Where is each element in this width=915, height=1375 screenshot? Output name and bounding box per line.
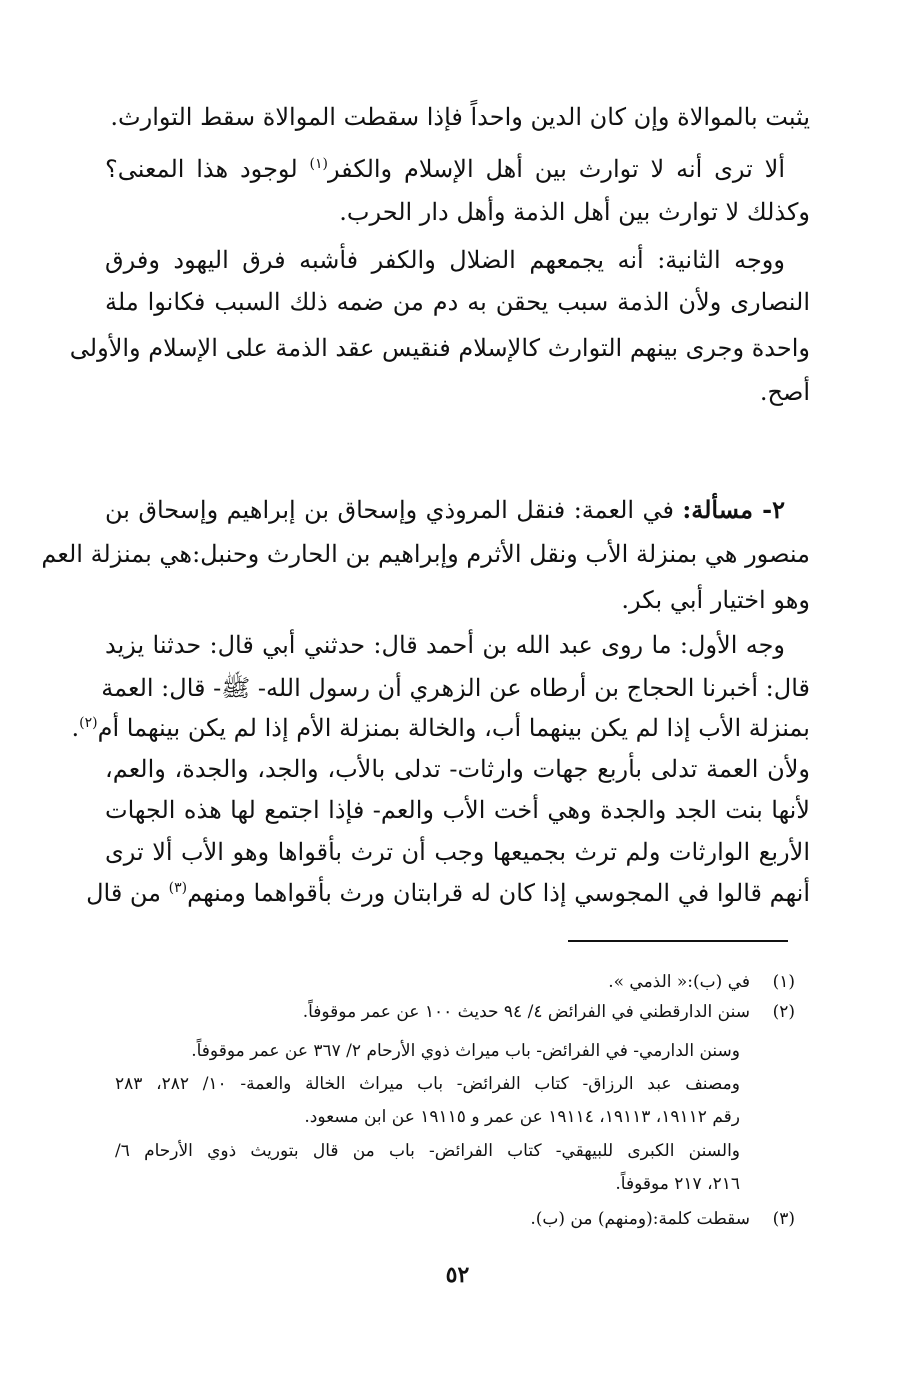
body-line: ٢- مسألة: في العمة: فنقل المروذي وإسحاق بن إبراهيم وإسحاق بن — [105, 495, 785, 524]
footnote-ref: (٣) — [168, 880, 188, 896]
body-line: الأربع الوارثات ولم ترث بجميعها وجب أن ترث بأقواها وهو الأب ألا ترى — [105, 838, 810, 866]
body-line: وهو اختيار أبي بكر. — [621, 586, 810, 614]
body-line: أنهم قالوا في المجوسي إذا كان له قرابتان ورث بأقواهما ومنهم$^{(٣)}$ من قال — [86, 879, 810, 907]
body-line: أصح. — [759, 378, 810, 406]
footnote-number: (٢) — [772, 1002, 795, 1022]
body-line: ألا ترى أنه لا توارث بين أهل الإسلام والكفر$^{(١)}$ لوجود هذا المعنى؟ — [105, 155, 786, 183]
footnote-ref: (١) — [309, 156, 328, 172]
footnote-line: رقم ١٩١١٢، ١٩١١٣، ١٩١١٤ عن عمر و ١٩١١٥ عن ابن مسعود. — [304, 1107, 740, 1127]
body-line: وكذلك لا توارث بين أهل الذمة وأهل دار الحرب. — [339, 198, 810, 226]
footnote-2: (٢)سنن الدارقطني في الفرائض ٤/ ٩٤ حديث ١٠٠ عن عمر موقوفاً. — [115, 998, 795, 1026]
body-line: يثبت بالموالاة وإن كان الدين واحداً فإذا سقطت الموالاة سقط التوارث. — [110, 103, 810, 131]
body-line: بمنزلة الأب إذا لم يكن بينهما أب، والخالة بمنزلة الأم إذا لم يكن بينهما أم$^{(٢)}$. — [71, 714, 810, 742]
page-number: ٥٢ — [445, 1262, 470, 1288]
footnote-1: (١)في (ب):« الذمي ». — [115, 968, 795, 996]
body-line: ووجه الثانية: أنه يجمعهم الضلال والكفر فأشبه فرق اليهود وفرق — [105, 246, 785, 274]
footnote-number: (٣) — [772, 1209, 795, 1229]
issue-number: ٢- مسألة: — [682, 495, 785, 524]
body-line: النصارى ولأن الذمة سبب يحقن به دم من ضمه ذلك السبب فكانوا ملة — [105, 288, 810, 316]
footnote-number: (١) — [772, 972, 795, 992]
footnote-line: ومصنف عبد الرزاق- كتاب الفرائض- باب ميراث الخالة والعمة- ١٠/ ٢٨٢، ٢٨٣ — [115, 1074, 740, 1094]
footnote-3: (٣)سقطت كلمة:(ومنهم) من (ب). — [115, 1205, 795, 1233]
body-line: لأنها بنت الجد والجدة وهي أخت الأب والعم- فإذا اجتمع لها هذه الجهات — [105, 796, 810, 824]
footnote-line: ٢١٦، ٢١٧ موقوفاً. — [615, 1174, 740, 1194]
body-line: واحدة وجرى بينهم التوارث كالإسلام فنقيس عقد الذمة على الإسلام والأولى — [69, 334, 810, 362]
footnote-ref: (٢) — [79, 715, 98, 731]
body-line: قال: أخبرنا الحجاج بن أرطاه عن الزهري أن رسول الله- ﷺ- قال: العمة — [101, 674, 810, 702]
footnote-line: والسنن الكبرى للبيهقي- كتاب الفرائض- باب من قال بتوريث ذوي الأرحام ٦/ — [115, 1141, 740, 1161]
body-line: منصور هي بمنزلة الأب ونقل الأثرم وإبراهيم بن الحارث وحنبل:هي بمنزلة العم — [41, 540, 810, 568]
footnote-line: وسنن الدارمي- في الفرائض- باب ميراث ذوي الأرحام ٢/ ٣٦٧ عن عمر موقوفاً. — [191, 1041, 740, 1061]
body-line: ولأن العمة تدلى بأربع جهات وارثات- تدلى بالأب، والجد، والجدة، والعم، — [105, 755, 810, 783]
footnote-separator — [568, 940, 788, 942]
body-line: وجه الأول: ما روى عبد الله بن أحمد قال: حدثني أبي قال: حدثنا يزيد — [105, 631, 785, 659]
